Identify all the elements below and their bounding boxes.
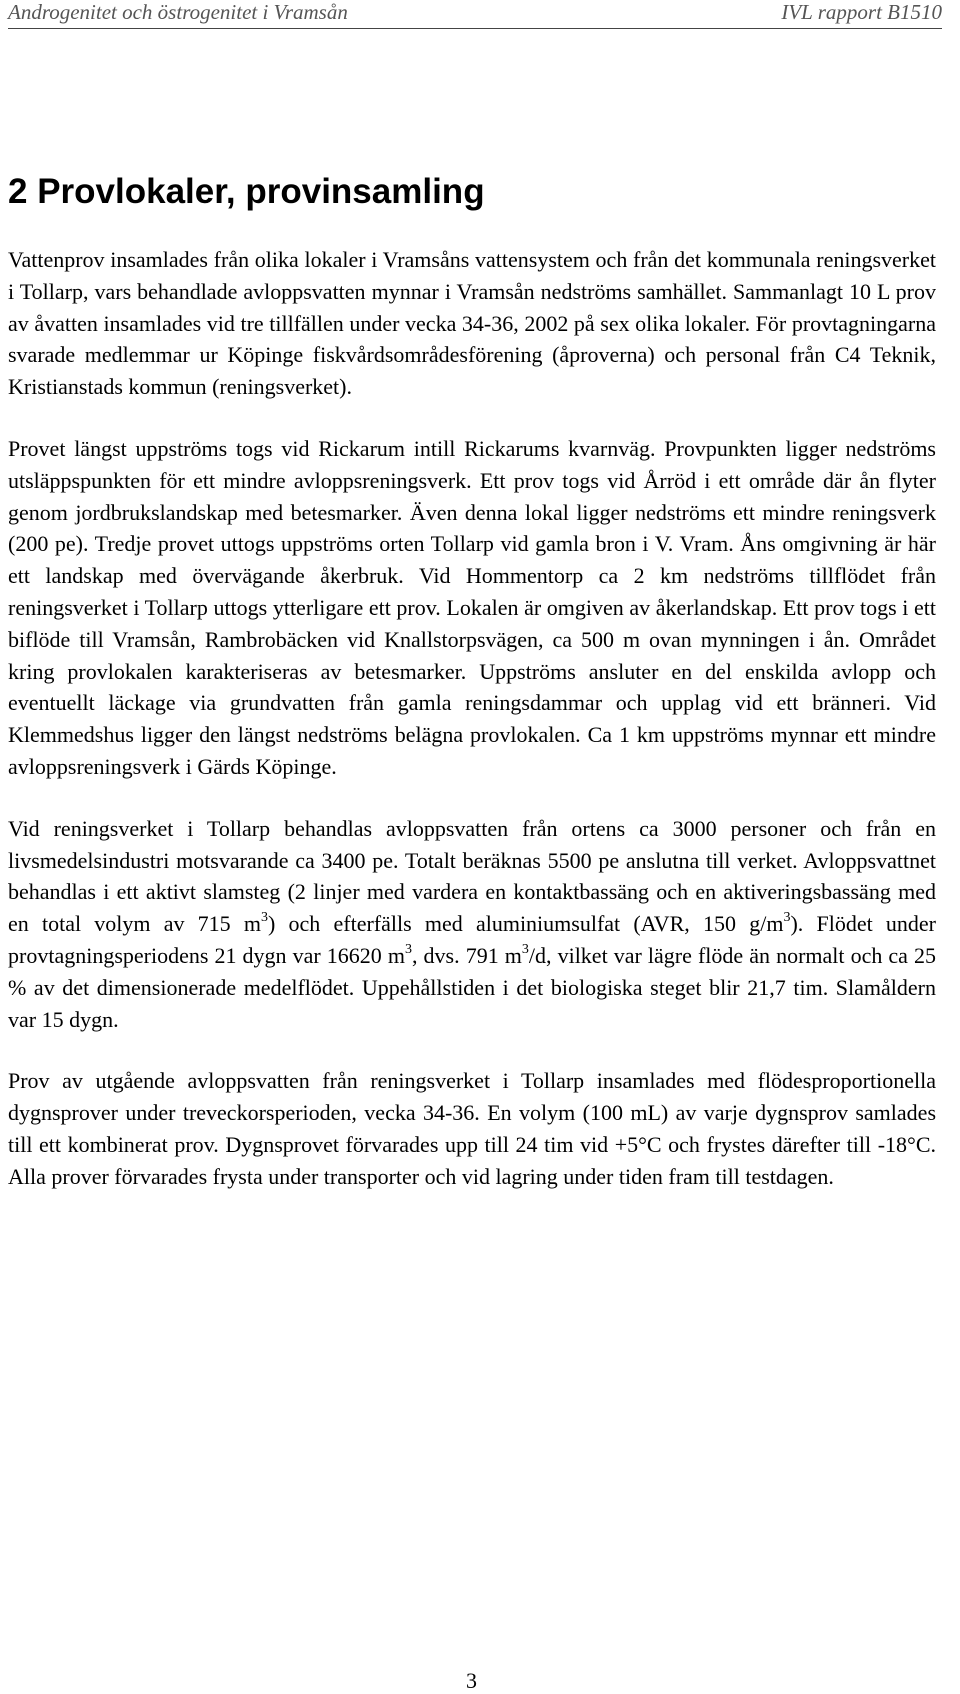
header-report-title: Androgenitet och östrogenitet i Vramsån — [8, 0, 348, 24]
paragraph-text-segment: Vid reningsverket i Tollarp behandlas avloppsvatten från ortens ca 3000 personer och från en livsmedelsindustri motsvarande ca 3400 pe. Totalt beräknas 5500 pe anslutna till verket. Avloppsvattnet behandlas i ett aktivt slamsteg (2 linjer med vardera en kontaktbassäng och en aktiveringsbassäng med en total volym av 715 m — [8, 815, 936, 937]
paragraph-effluent-sampling: Prov av utgående avloppsvatten från reningsverket i Tollarp insamlades med flödesproportionella dygnsprover under treveckorsperioden, vecka 34-36. En volym (100 mL) av varje dygnsprov samlades till ett kombinerat prov. Dygnsprovet förvarades upp till 24 tim vid +5°C och frystes därefter till -18°C. Alla prover förvarades frysta under transporter och vid lagring under tiden fram till testdagen. — [8, 1068, 936, 1189]
header-report-id: IVL rapport B1510 — [781, 0, 942, 24]
section-heading: 2 Provlokaler, provinsamling — [8, 172, 485, 211]
paragraph-text-segment: ). Flödet under provtagningsperiodens 21 dygn var 16620 m — [8, 911, 936, 968]
paragraph-text-segment: /d, vilket var lägre flöde än normalt och ca 25 % av det dimensionerade medelflödet. Uppehållstiden i det biologiska steget blir 21,7 tim. Slamåldern var 15 dygn. — [8, 942, 937, 1032]
paragraph-sampling-sites: Provet längst uppströms togs vid Rickarum intill Rickarums kvarnväg. Provpunkten ligger nedströms utsläppspunkten för ett mindre avloppsreningsverk. Ett prov togs vid Årröd i ett område där ån flyter genom jordbrukslandskap med betesmarker. Även denna lokal ligger nedströms ett mindre reningsverk (200 pe). Tredje provet uttogs uppströms orten Tollarp vid gamla bron i V. Vram. Åns omgivning är här ett landskap med övervägande åkerbruk. Vid Hommentorp ca 2 km nedströms tillflödet från reningsverket i Tollarp uttogs ytterligare ett prov. Lokalen är omgiven av åkerlandskap. Ett prov togs i ett biflöde till Vramsån, Rambrobäcken vid Knallstorpsvägen, ca 500 m ovan mynningen i ån. Området kring provlokalen karakteriseras av betesmarker. Uppströms ansluter en del enskilda avlopp och eventuellt läckage via grundvatten från gamla reningsdammar och upplag vid ett bränneri. Vid Klemmedshus ligger den längst nedströms belägna provlokalen. Ca 1 km uppströms mynnar ett mindre avloppsreningsverk i Gärds Köpinge. — [8, 435, 936, 779]
page-number: 3 — [466, 1668, 477, 1693]
superscript: 3 — [404, 941, 412, 957]
superscript: 3 — [783, 909, 791, 925]
paragraph-treatment-plant — [8, 813, 936, 1036]
section-body — [8, 244, 936, 1193]
paragraph-text-segment: , dvs. 791 m — [411, 942, 522, 968]
header-divider — [8, 28, 942, 29]
superscript: 3 — [521, 941, 529, 957]
paragraph-text-segment: ) och efterfälls med aluminiumsulfat (AVR, 150 g/m — [268, 911, 784, 937]
superscript: 3 — [261, 909, 268, 925]
paragraph-sampling-overview: Vattenprov insamlades från olika lokaler i Vramsåns vattensystem och från det kommunala reningsverket i Tollarp, vars behandlade avloppsvatten mynnar i Vramsån nedströms samhället. Sammanlagt 10 L prov av åvatten insamlades vid tre tillfällen under vecka 34-36, 2002 på sex olika lokaler. För provtagningarna svarade medlemmar ur Köpinge fiskvårdsområdesförening (åproverna) och personal från C4 Teknik, Kristianstads kommun (reningsverket). — [8, 247, 936, 400]
